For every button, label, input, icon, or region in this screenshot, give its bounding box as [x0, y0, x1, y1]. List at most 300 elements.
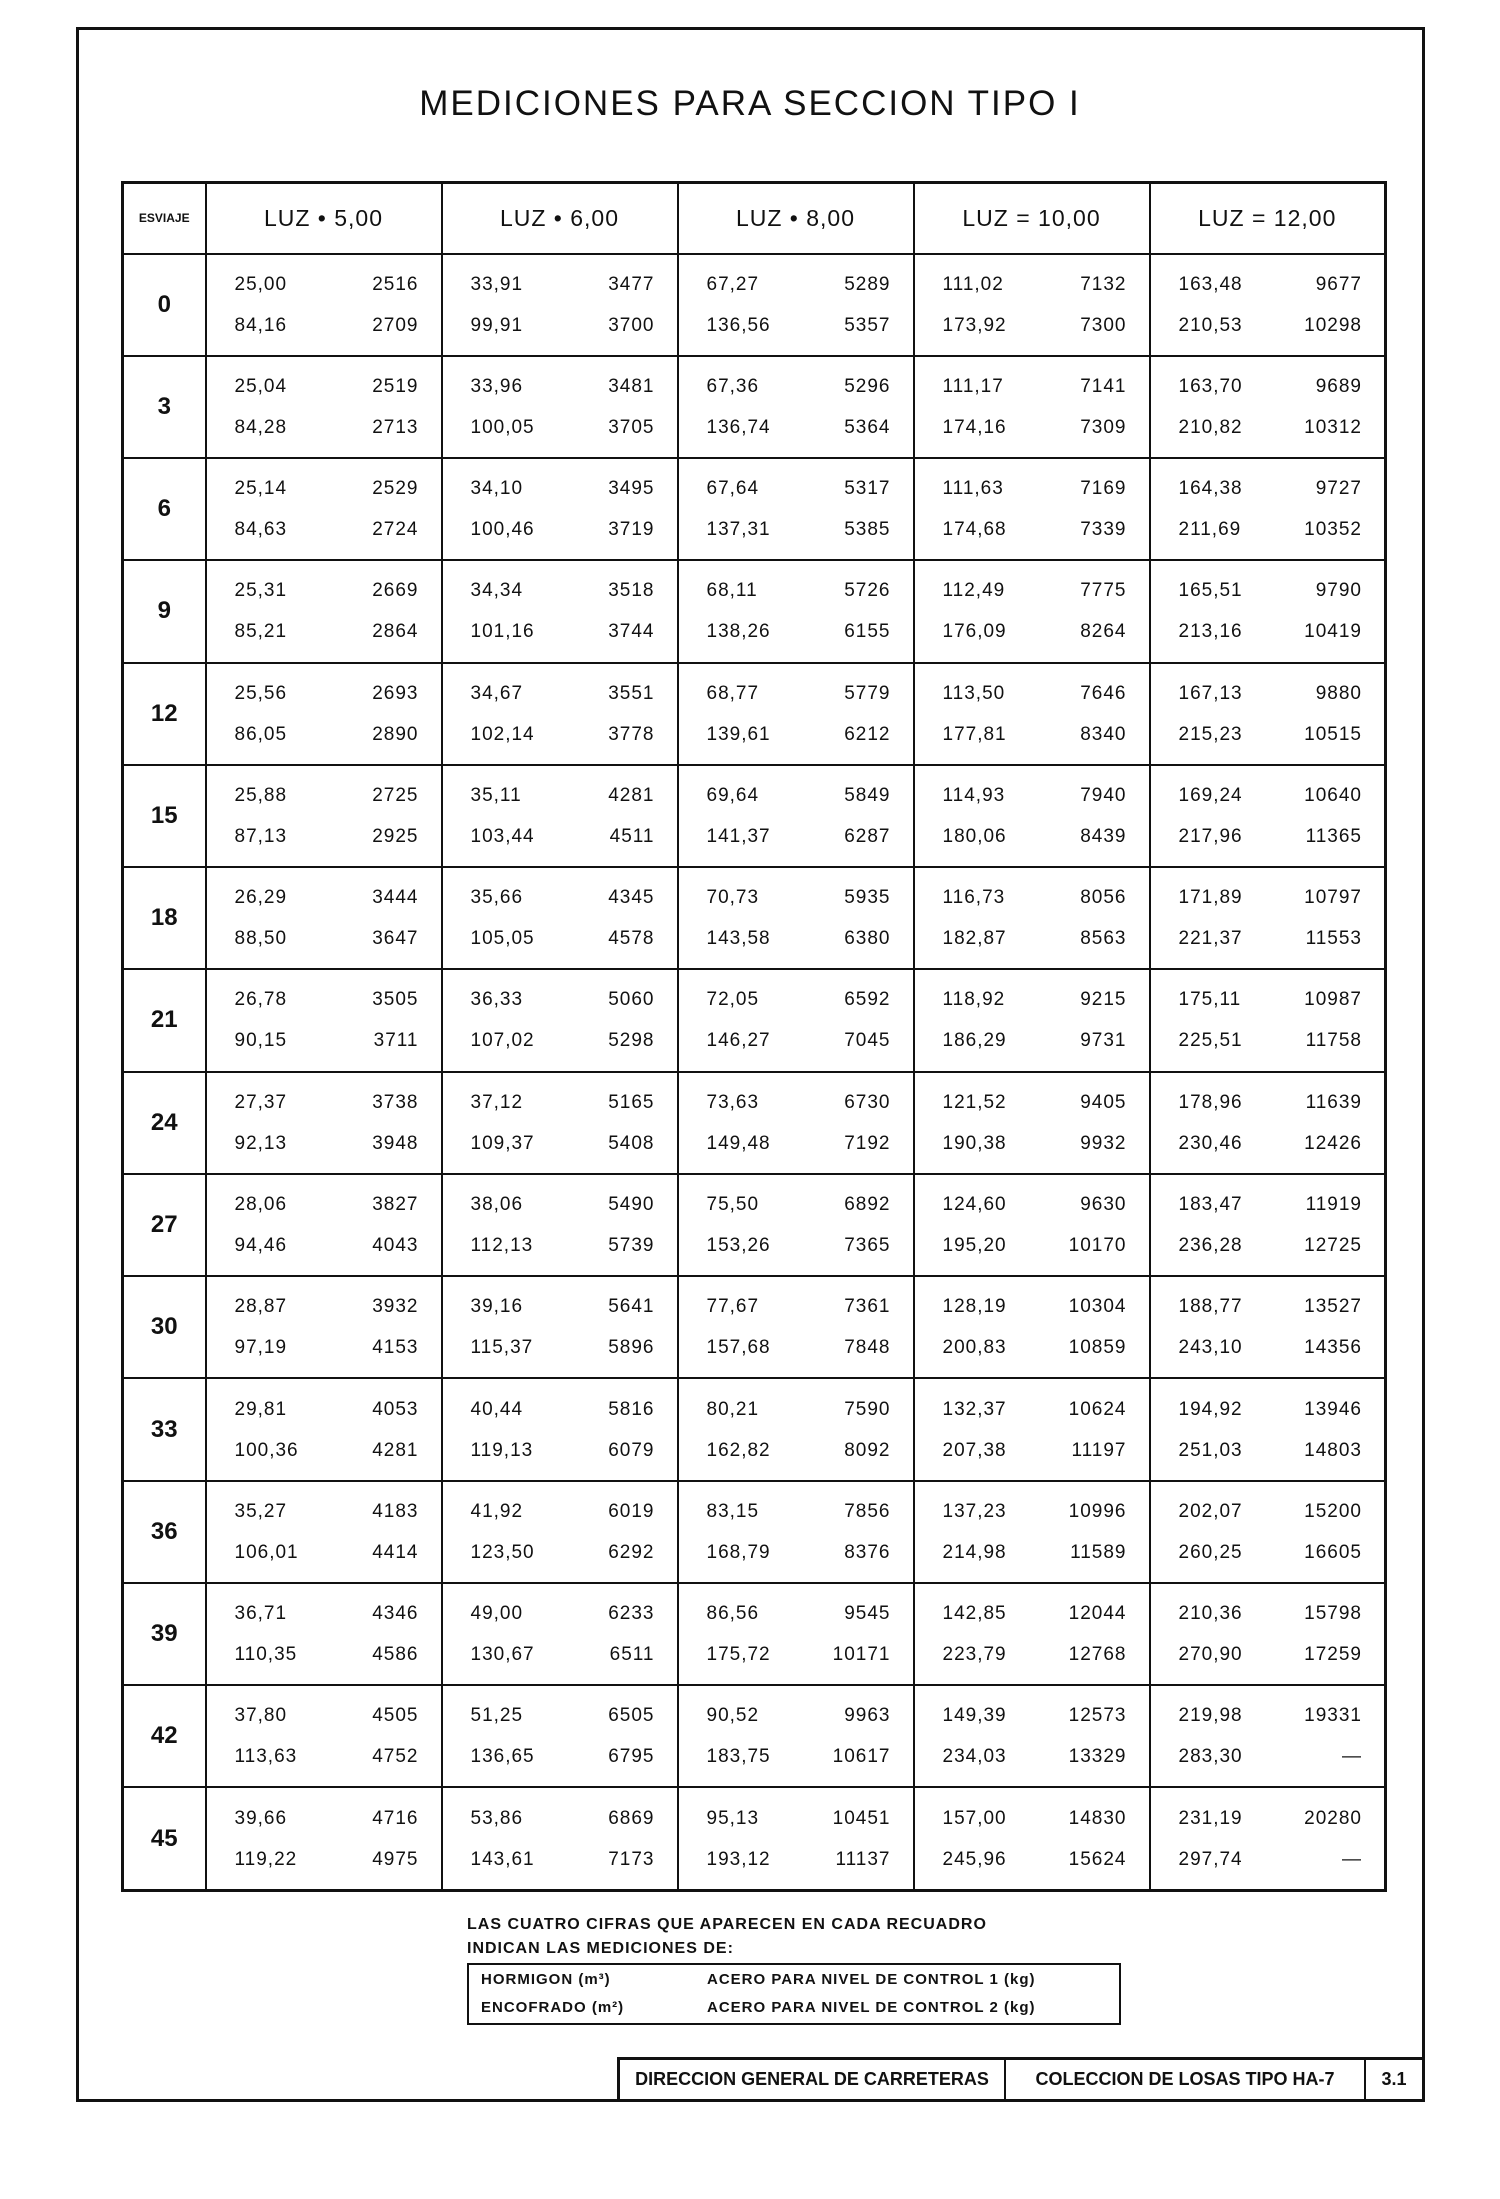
value-line: [443, 1798, 677, 1839]
measurement-value: 5165: [608, 1091, 655, 1113]
measurement-value: 9932: [1080, 1132, 1127, 1154]
measurement-cell: [914, 1174, 1150, 1276]
value-line: [207, 1532, 441, 1573]
measurement-value: 28,87: [234, 1296, 288, 1318]
measurement-value: 51,25: [470, 1705, 524, 1727]
measurement-value: 121,52: [942, 1091, 1007, 1113]
measurement-value: 195,20: [942, 1235, 1007, 1257]
measurement-value: 3719: [608, 519, 655, 541]
measurement-value: 153,26: [706, 1235, 771, 1257]
value-line: [207, 468, 441, 509]
measurement-value: 8340: [1080, 723, 1127, 745]
table-row: [123, 1787, 1386, 1890]
measurement-value: 137,31: [706, 519, 771, 541]
measurement-value: 2724: [372, 519, 419, 541]
measurement-cell: [678, 254, 914, 356]
value-line: [915, 1184, 1149, 1225]
measurement-value: 97,19: [234, 1337, 288, 1359]
measurement-value: 2864: [372, 621, 419, 643]
value-line: [1151, 1736, 1385, 1777]
measurement-value: 175,11: [1178, 989, 1242, 1011]
measurement-value: 3647: [372, 928, 419, 950]
measurement-value: 94,46: [234, 1235, 288, 1257]
measurement-cell: [442, 560, 678, 662]
value-line: [207, 1184, 441, 1225]
measurement-value: 124,60: [942, 1194, 1007, 1216]
value-line: [443, 570, 677, 611]
measurement-value: 136,56: [706, 314, 771, 336]
title-block: [617, 2057, 1425, 2102]
measurement-value: 211,69: [1178, 519, 1242, 541]
table-row: [123, 1481, 1386, 1583]
value-line: [443, 1695, 677, 1736]
measurement-value: 84,16: [234, 314, 288, 336]
measurement-cell: [678, 1787, 914, 1890]
value-line: [679, 366, 913, 407]
measurement-value: 190,38: [942, 1132, 1007, 1154]
measurement-value: 207,38: [942, 1439, 1007, 1461]
measurement-value: 25,88: [234, 784, 288, 806]
measurement-value: 5408: [608, 1132, 655, 1154]
measurement-cell: [442, 1276, 678, 1378]
legend-box: [467, 1963, 1121, 2025]
measurement-value: 2519: [372, 375, 419, 397]
measurement-cell: [206, 663, 442, 765]
value-line: [1151, 1491, 1385, 1532]
measurement-value: 14830: [1068, 1807, 1127, 1829]
measurement-value: 5296: [844, 375, 891, 397]
value-line: [443, 305, 677, 346]
measurement-value: 4716: [372, 1807, 419, 1829]
measurement-value: 175,72: [706, 1644, 771, 1666]
measurement-value: 5317: [844, 478, 891, 500]
measurement-value: 137,23: [942, 1500, 1007, 1522]
measurement-cell: [442, 1583, 678, 1685]
value-line: [443, 1839, 677, 1880]
measurement-value: 2713: [372, 416, 419, 438]
measurement-value: 8092: [844, 1439, 891, 1461]
measurement-value: 35,27: [234, 1500, 288, 1522]
table-row: [123, 1378, 1386, 1480]
measurement-value: 7339: [1080, 519, 1127, 541]
value-line: [207, 1286, 441, 1327]
value-line: [679, 1736, 913, 1777]
legend-intro-line: LAS CUATRO CIFRAS QUE APARECEN EN CADA RECUADRO: [467, 1916, 987, 1933]
measurement-value: 4153: [372, 1337, 419, 1359]
measurement-value: 215,23: [1178, 723, 1243, 745]
measurement-value: 2516: [372, 273, 419, 295]
value-line: [1151, 714, 1385, 755]
measurement-value: 4281: [372, 1439, 419, 1461]
measurement-cell: [206, 1685, 442, 1787]
measurement-value: 68,77: [706, 682, 760, 704]
value-line: [1151, 366, 1385, 407]
measurement-value: 141,37: [706, 825, 771, 847]
measurement-value: 26,29: [234, 887, 288, 909]
measurement-value: 118,92: [942, 989, 1006, 1011]
measurement-value: 251,03: [1178, 1439, 1243, 1461]
measurement-cell: [1150, 1276, 1386, 1378]
measurement-value: 12768: [1068, 1644, 1127, 1666]
measurement-value: 217,96: [1178, 825, 1243, 847]
value-line: [207, 1430, 441, 1471]
measurement-value: 213,16: [1178, 621, 1243, 643]
legend-intro-line: INDICAN LAS MEDICIONES DE:: [467, 1940, 734, 1957]
measurement-value: 69,64: [706, 784, 760, 806]
table-row: [123, 560, 1386, 662]
value-line: [207, 979, 441, 1020]
measurement-value: 6730: [844, 1091, 891, 1113]
measurement-value: 2725: [372, 784, 419, 806]
measurement-value: 107,02: [470, 1030, 535, 1052]
measurement-value: 19331: [1304, 1705, 1362, 1727]
measurement-value: 49,00: [470, 1603, 524, 1625]
measurement-cell: [206, 1378, 442, 1480]
measurement-cell: [1150, 867, 1386, 969]
value-line: [207, 1020, 441, 1061]
measurement-value: 6869: [608, 1807, 655, 1829]
measurement-value: 3948: [372, 1132, 419, 1154]
measurement-value: 7590: [844, 1398, 891, 1420]
measurement-value: 7309: [1080, 416, 1127, 438]
measurement-value: 10640: [1304, 784, 1362, 806]
measurement-cell: [1150, 969, 1386, 1071]
skew-angle: 39: [123, 1583, 206, 1685]
measurement-value: 4281: [608, 784, 655, 806]
value-line: [443, 816, 677, 857]
measurement-value: 236,28: [1178, 1235, 1243, 1257]
measurement-value: 5289: [844, 273, 891, 295]
measurement-value: 26,78: [234, 989, 288, 1011]
value-line: [443, 1123, 677, 1164]
value-line: [915, 509, 1149, 550]
value-line: [443, 1389, 677, 1430]
measurement-value: 188,77: [1178, 1296, 1243, 1318]
measurement-value: 111,17: [942, 375, 1004, 397]
measurement-value: 87,13: [234, 825, 288, 847]
sheet-number: 3.1: [1381, 2069, 1407, 2089]
measurement-value: 193,12: [706, 1848, 771, 1870]
measurement-value: 112,49: [942, 580, 1006, 602]
skew-angle: 18: [123, 867, 206, 969]
measurement-value: 234,03: [942, 1746, 1007, 1768]
table-row: [123, 1583, 1386, 1685]
measurement-cell: [914, 254, 1150, 356]
value-line: [679, 1695, 913, 1736]
measurement-cell: [678, 765, 914, 867]
table-row: [123, 356, 1386, 458]
measurement-value: 9405: [1080, 1091, 1127, 1113]
measurement-value: 3778: [608, 723, 655, 745]
measurement-value: 25,14: [234, 478, 288, 500]
skew-angle: 24: [123, 1072, 206, 1174]
measurement-value: 10987: [1304, 989, 1362, 1011]
measurement-value: 167,13: [1178, 682, 1243, 704]
measurement-cell: [1150, 1378, 1386, 1480]
measurement-value: 230,46: [1178, 1132, 1243, 1154]
table-row: [123, 1685, 1386, 1787]
skew-angle: 0: [123, 254, 206, 356]
measurement-value: 171,89: [1178, 887, 1243, 909]
measurement-value: —: [1342, 1848, 1362, 1870]
value-line: [443, 877, 677, 918]
measurement-value: 7856: [844, 1500, 891, 1522]
measurement-value: 10451: [832, 1807, 891, 1829]
measurement-value: 25,56: [234, 682, 288, 704]
value-line: [443, 1491, 677, 1532]
measurement-value: 85,21: [234, 621, 288, 643]
measurement-cell: [914, 663, 1150, 765]
value-line: [207, 714, 441, 755]
measurement-value: 68,11: [706, 580, 758, 602]
value-line: [443, 407, 677, 448]
table-row: [123, 765, 1386, 867]
measurement-value: 4975: [372, 1848, 419, 1870]
measurement-value: 8439: [1080, 825, 1127, 847]
measurement-value: 6592: [844, 989, 891, 1011]
measurement-value: 33,91: [470, 273, 524, 295]
measurement-value: 37,12: [470, 1091, 524, 1113]
measurement-value: 119,22: [234, 1848, 298, 1870]
measurement-value: 84,28: [234, 416, 288, 438]
measurement-value: 270,90: [1178, 1644, 1243, 1666]
value-line: [1151, 816, 1385, 857]
value-line: [679, 877, 913, 918]
measurement-cell: [1150, 254, 1386, 356]
measurement-value: 14356: [1304, 1337, 1362, 1359]
measurement-value: 8264: [1080, 621, 1127, 643]
value-line: [443, 1286, 677, 1327]
measurement-cell: [914, 560, 1150, 662]
measurement-value: 10304: [1068, 1296, 1127, 1318]
measurement-value: 123,50: [470, 1541, 535, 1563]
value-line: [443, 1225, 677, 1266]
measurement-value: 34,67: [470, 682, 524, 704]
measurement-cell: [914, 1685, 1150, 1787]
measurement-value: 102,14: [470, 723, 535, 745]
value-line: [443, 1634, 677, 1675]
measurement-value: 5935: [844, 887, 891, 909]
measurement-value: 86,05: [234, 723, 288, 745]
measurement-value: 223,79: [942, 1644, 1007, 1666]
measurement-value: 9790: [1315, 580, 1362, 602]
measurement-value: 5298: [608, 1030, 655, 1052]
measurement-value: 34,10: [470, 478, 524, 500]
measurement-value: 35,66: [470, 887, 524, 909]
measurement-value: 9689: [1315, 375, 1362, 397]
table-row: [123, 969, 1386, 1071]
value-line: [443, 366, 677, 407]
measurement-value: 7300: [1080, 314, 1127, 336]
measurement-value: 9727: [1315, 478, 1362, 500]
measurement-cell: [914, 969, 1150, 1071]
measurement-value: 37,80: [234, 1705, 288, 1727]
measurement-value: 163,70: [1178, 375, 1243, 397]
value-line: [679, 1798, 913, 1839]
value-line: [679, 407, 913, 448]
measurement-value: 8056: [1080, 887, 1127, 909]
measurement-value: 3481: [608, 375, 655, 397]
skew-angle: 12: [123, 663, 206, 765]
value-line: [915, 1593, 1149, 1634]
measurement-value: 36,71: [234, 1603, 288, 1625]
measurement-value: 245,96: [942, 1848, 1007, 1870]
measurement-value: 72,05: [706, 989, 760, 1011]
measurement-value: 243,10: [1178, 1337, 1243, 1359]
measurement-value: 3551: [608, 682, 655, 704]
measurement-value: 10617: [832, 1746, 891, 1768]
measurement-cell: [1150, 1787, 1386, 1890]
value-line: [207, 918, 441, 959]
skew-angle: 6: [123, 458, 206, 560]
value-line: [679, 509, 913, 550]
measurement-value: 7848: [844, 1337, 891, 1359]
measurement-value: 9880: [1315, 682, 1362, 704]
value-line: [915, 877, 1149, 918]
span-header: LUZ • 6,00: [442, 183, 678, 254]
value-line: [207, 1082, 441, 1123]
measurement-value: 174,68: [942, 519, 1007, 541]
measurement-value: 115,37: [470, 1337, 534, 1359]
measurement-cell: [678, 969, 914, 1071]
measurement-value: 90,15: [234, 1030, 288, 1052]
measurement-value: 11639: [1305, 1091, 1362, 1113]
measurement-value: 5641: [608, 1296, 655, 1318]
skew-angle: 27: [123, 1174, 206, 1276]
measurement-value: 178,96: [1178, 1091, 1243, 1113]
value-line: [915, 673, 1149, 714]
value-line: [443, 1327, 677, 1368]
measurement-value: 10859: [1068, 1337, 1127, 1359]
value-line: [679, 918, 913, 959]
measurement-value: 6511: [609, 1644, 655, 1666]
value-line: [679, 468, 913, 509]
measurement-value: 25,00: [234, 273, 288, 295]
value-line: [207, 1695, 441, 1736]
measurement-value: 4414: [372, 1541, 419, 1563]
value-line: [1151, 673, 1385, 714]
table-row: [123, 663, 1386, 765]
measurement-value: 136,65: [470, 1746, 535, 1768]
measurement-value: 83,15: [706, 1500, 760, 1522]
value-line: [915, 570, 1149, 611]
measurement-value: 149,39: [942, 1705, 1007, 1727]
legend-hormigon: HORMIGON (m³): [481, 1970, 611, 1988]
value-line: [1151, 1839, 1385, 1880]
value-line: [915, 1225, 1149, 1266]
skew-angle: 9: [123, 560, 206, 662]
value-line: [679, 1389, 913, 1430]
measurement-value: 2709: [372, 314, 419, 336]
measurement-cell: [442, 1787, 678, 1890]
measurement-value: 11365: [1305, 825, 1362, 847]
measurement-value: 5490: [608, 1194, 655, 1216]
span-header: LUZ • 5,00: [206, 183, 442, 254]
value-line: [443, 1184, 677, 1225]
legend-row: [469, 1965, 1119, 1993]
measurement-cell: [206, 458, 442, 560]
measurement-value: 10171: [832, 1644, 891, 1666]
value-line: [1151, 1184, 1385, 1225]
measurement-value: 109,37: [470, 1132, 535, 1154]
measurement-value: 12573: [1068, 1705, 1127, 1727]
legend-intro: [467, 1913, 987, 1961]
measurement-value: 7192: [844, 1132, 891, 1154]
measurement-value: 67,64: [706, 478, 760, 500]
measurement-value: 9630: [1080, 1194, 1127, 1216]
measurement-value: 6892: [844, 1194, 891, 1216]
measurement-value: 157,68: [706, 1337, 771, 1359]
measurement-value: 27,37: [234, 1091, 288, 1113]
measurement-cell: [442, 356, 678, 458]
measurement-cell: [1150, 1685, 1386, 1787]
value-line: [1151, 1532, 1385, 1573]
measurement-value: 10352: [1304, 519, 1362, 541]
measurement-value: 13946: [1304, 1398, 1362, 1420]
skew-angle: 33: [123, 1378, 206, 1480]
measurement-cell: [206, 1583, 442, 1685]
measurement-value: 6287: [844, 825, 891, 847]
measurement-value: 100,46: [470, 519, 535, 541]
measurement-value: 4346: [372, 1603, 419, 1625]
value-line: [679, 305, 913, 346]
measurement-value: 84,63: [234, 519, 288, 541]
measurement-value: 38,06: [470, 1194, 524, 1216]
value-line: [443, 918, 677, 959]
measurement-cell: [206, 1174, 442, 1276]
measurement-value: 11553: [1305, 928, 1362, 950]
value-line: [915, 1634, 1149, 1675]
measurement-value: 3744: [608, 621, 655, 643]
measurement-value: 25,31: [234, 580, 288, 602]
measurement-value: 10170: [1068, 1235, 1127, 1257]
measurement-value: 9963: [844, 1705, 891, 1727]
value-line: [679, 1184, 913, 1225]
measurement-cell: [678, 663, 914, 765]
measurement-value: 183,75: [706, 1746, 771, 1768]
skew-angle: 36: [123, 1481, 206, 1583]
value-line: [207, 1123, 441, 1164]
value-line: [443, 775, 677, 816]
measurement-value: 146,27: [706, 1030, 771, 1052]
collection-name: COLECCION DE LOSAS TIPO HA-7: [1006, 2060, 1366, 2099]
measurement-value: 111,02: [942, 273, 1004, 295]
measurement-value: 143,61: [470, 1848, 535, 1870]
measurement-cell: [206, 867, 442, 969]
skew-angle: 45: [123, 1787, 206, 1890]
measurement-value: 4578: [608, 928, 655, 950]
value-line: [915, 816, 1149, 857]
value-line: [679, 1430, 913, 1471]
value-line: [207, 1839, 441, 1880]
measurement-value: 7361: [844, 1296, 891, 1318]
measurement-value: 194,92: [1178, 1398, 1243, 1420]
measurement-value: 75,50: [706, 1194, 760, 1216]
measurement-value: 40,44: [470, 1398, 524, 1420]
measurement-cell: [914, 356, 1150, 458]
measurement-value: 53,86: [470, 1807, 524, 1829]
measurement-value: 7169: [1080, 478, 1127, 500]
measurement-value: 214,98: [942, 1541, 1007, 1563]
measurement-value: 11197: [1071, 1439, 1127, 1461]
value-line: [207, 570, 441, 611]
measurement-value: 11589: [1070, 1541, 1127, 1563]
measurement-value: 17259: [1304, 1644, 1362, 1666]
measurement-value: 202,07: [1178, 1500, 1243, 1522]
value-line: [1151, 1082, 1385, 1123]
measurement-value: 169,24: [1178, 784, 1243, 806]
measurement-cell: [678, 1174, 914, 1276]
